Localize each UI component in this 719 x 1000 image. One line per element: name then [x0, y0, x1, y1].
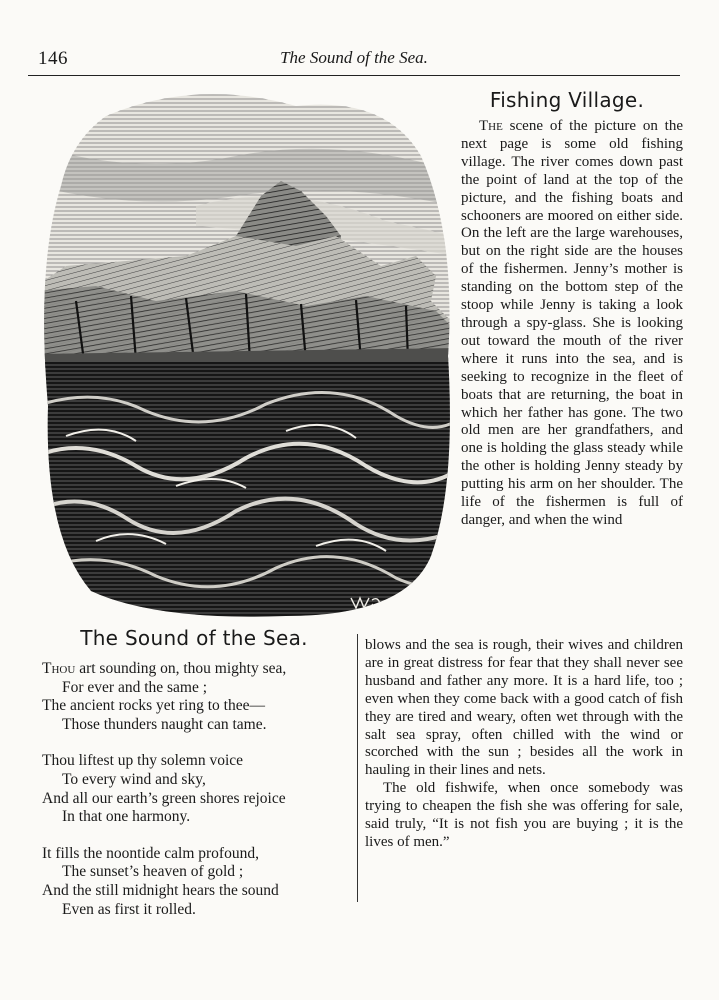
- running-header: [28, 42, 680, 76]
- poem-line: Thou art sounding on, thou mighty sea,: [42, 660, 287, 677]
- poem-line: In that one harmony.: [62, 808, 191, 826]
- fishing-village-title: Fishing Village.: [489, 88, 645, 112]
- first-word: Thou: [42, 660, 76, 677]
- sea-cliff-engraving: [36, 86, 456, 626]
- drop-word: The: [479, 118, 503, 134]
- poem-line: To every wind and sky,: [62, 770, 206, 788]
- poem-stanza: [42, 660, 354, 734]
- fishwife-paragraph: The old fishwife, when once somebody was trying to cheapen the fish she was offering for sale, said truly, “It is not fish you are buying ; it is the lives of men.”: [365, 780, 683, 850]
- fishing-village-continuation: [365, 637, 683, 852]
- poem-line: For ever and the same ;: [62, 678, 208, 696]
- running-title: The Sound of the Sea.: [280, 48, 428, 67]
- header-rule: [28, 75, 680, 76]
- poem-line: It fills the noontide calm profound,: [42, 844, 259, 862]
- page-number: 146: [38, 48, 68, 69]
- column-divider: [357, 634, 358, 902]
- poem-stanza: [42, 845, 354, 919]
- poem-title: The Sound of the Sea.: [80, 626, 308, 650]
- fishing-village-column: [461, 118, 683, 530]
- poem-line: And all our earth’s green shores rejoice: [42, 789, 286, 807]
- paragraph-continuation: blows and the sea is rough, their wives and children are in great distress for fear that they shall never see husband and father any more. It is a hard life, too ; even when they come back with a good catch of fish they are tired and weary, often wet through with the salt sea spray, often chilled with the wind or scorched with the sun ; besides all the work in hauling in their lines and nets.: [365, 637, 683, 779]
- poem-line: Those thunders naught can tame.: [62, 715, 267, 733]
- poem-line: Even as first it rolled.: [62, 900, 196, 918]
- poem-line: The ancient rocks yet ring to thee—: [42, 697, 265, 715]
- poem-line: The sunset’s heaven of gold ;: [62, 863, 244, 881]
- poem-stanza: [42, 752, 354, 826]
- fishing-village-paragraph-1: [461, 118, 683, 530]
- paragraph-text: scene of the picture on the next page is some old fishing village. The river comes down past the point of land at the top of the picture, and the fishing boats and schooners are moored on either side. On the left are the large warehouses, but on the right side are the houses of the fishermen. Jenny’s mother is standing on the bottom step of the stoop while Jenny is taking a look through a spy-glass. She is looking out toward the mouth of the river where it runs into the sea, and is seeking to recognize in the fleet of boats that are returning, the boat in which her father has gone. The two old men are her grandfathers, and one is holding the glass steady while the other is holding Jenny steady by putting his arm on her shoulder. The life of the fishermen is full of danger, and when the wind: [461, 118, 683, 528]
- poem-line: Thou liftest up thy solemn voice: [42, 752, 244, 770]
- poem-body: [42, 660, 354, 937]
- poem-line: And the still midnight hears the sound: [42, 881, 279, 899]
